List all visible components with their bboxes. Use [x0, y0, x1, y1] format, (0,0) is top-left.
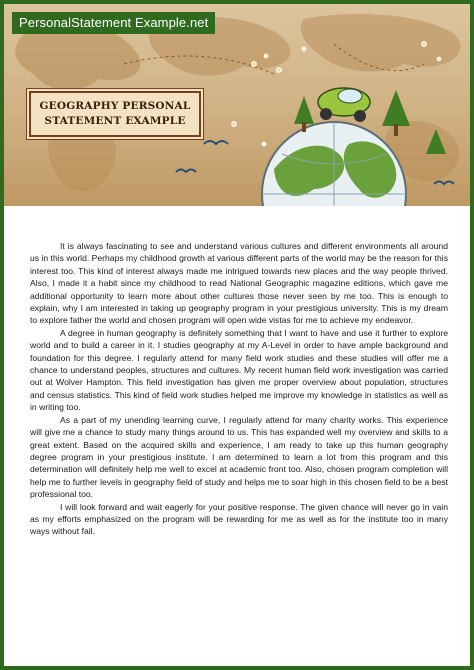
paragraph: A degree in human geography is definitely something that I want to have and use it further to explore world and to build a career in it. I studies geography at my A-Level in order to have ample background and foundation for this degree. I regularly attend for many field work studies and these studies will offer me a chance to understand peoples, structures and cultures. My recent human field work investigation was carried out at Wolver Hampton. This field investigation has given me proper overview about population, structures and census statistics. This kind of field work studies helped me improve my knowledge in statistics as well as in writing too.	[30, 327, 448, 413]
page-title-line-2: STATEMENT EXAMPLE	[44, 115, 186, 127]
paragraph: As a part of my unending learning curve, I regularly attend for many charity works. This experience will give me a chance to study many things around to us. This has expanded well my overview and skills to a great extent. Based on the acquired skills and experience, I am ready to take up this human geography degree program in your prestigious institute. I am determined to learn a lot from this program and this determination will definitely help me well to excel at academic front too. Also, chosen program completion will help me to further levels in geography field of study and helps me to soar high in this chosen field to be a best professional too.	[30, 414, 448, 500]
header-banner	[4, 4, 470, 206]
page-title-line-1: GEOGRAPHY PERSONAL	[39, 100, 191, 112]
paragraph: It is always fascinating to see and understand various cultures and different environments all around us in this world. Perhaps my childhood growth at various different parts of the world may be the reason for this interest too. This kind of interest always made me intrigued towards new places and the way people thrived. Also, I made it a habit since my childhood to read National Geographic magazine editions, which gave me additional opportunity to learn more about other cultures those never seen by me too. This is enough to explain, why I am interested in taking up geography program in your prestigious university. This is my dream to explore father the world and chosen program will open wide vistas for me to achieve my endeavor.	[30, 241, 448, 326]
page-title-box	[29, 91, 201, 137]
statement-text	[30, 240, 448, 538]
statement-body	[4, 206, 470, 666]
paragraph: I will look forward and wait eagerly for your positive response. The given chance will never go in vain as my efforts emphasized on the program will be rewarding for me as well as for the institute too in many ways without fail.	[30, 501, 448, 537]
site-brand-label[interactable]: PersonalStatement Example.net	[12, 12, 215, 34]
